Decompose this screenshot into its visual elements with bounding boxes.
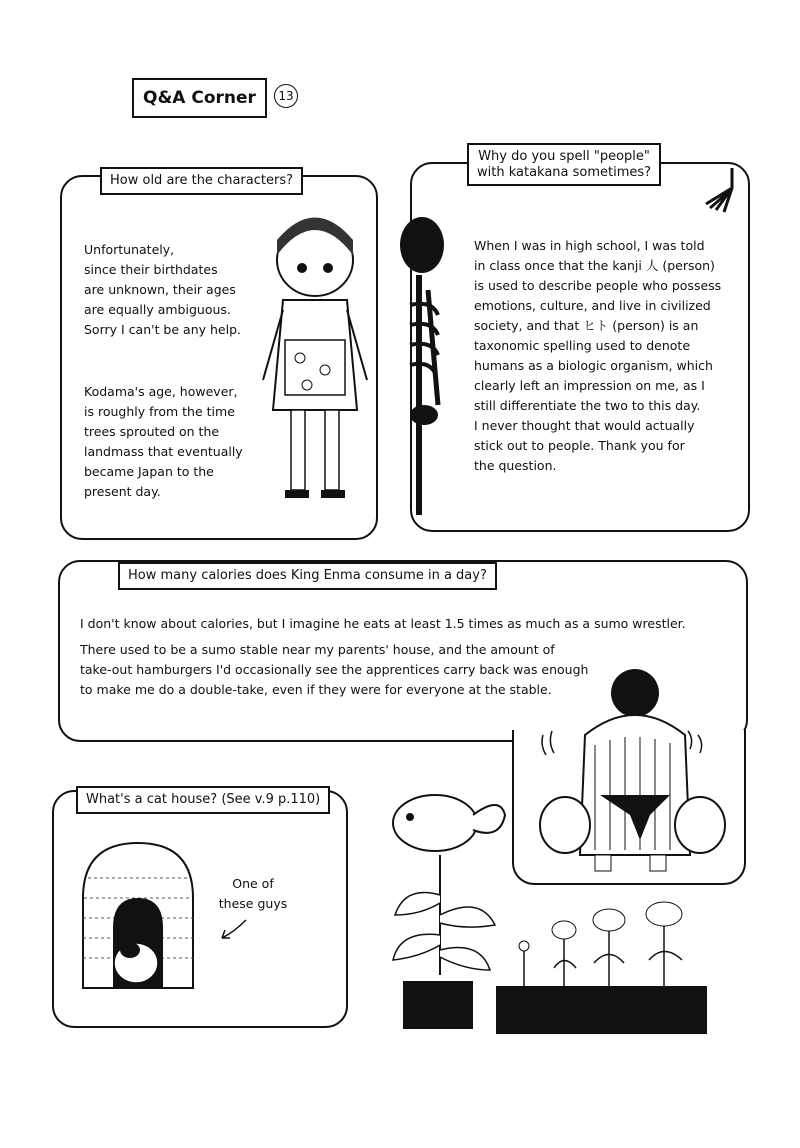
answer-text-kodama-age: Kodama's age, however, is roughly from the time trees sprouted on the landmass that eventually became Japan to the present day.: [84, 384, 243, 499]
page-title-text: Q&A Corner: [143, 88, 256, 108]
answer-text-katakana: When I was in high school, I was told in class once that the kanji 人 (person) is used to describe people who possess emotions, culture, and live in civilized society, and that ヒト (person) is an taxonomic spelling used to denote humans as a biologic organism, which clearly left an impression on me, as I still differentiate the two to this day. I never thought that would actually stick out to people. Thank you for the question.: [474, 238, 722, 473]
question-label-calories: How many calories does King Enma consume in a day?: [118, 562, 497, 590]
skeleton-illustration: [408, 215, 450, 530]
cat-house-annotation: One of these guys: [218, 876, 288, 911]
motion-lines: [538, 725, 708, 765]
page-number-badge: 13: [274, 84, 298, 108]
answer-text-sumo-stable: There used to be a sumo stable near my parents' house, and the amount of take-out hamburgers I'd occasionally see the apprentices carry back was enough to make me do a double-take, even if they were for everyone at the stable.: [80, 642, 589, 697]
answer-text-calories: I don't know about calories, but I imagine he eats at least 1.5 times as much as a sumo wrestler.: [80, 616, 686, 631]
question-label-katakana: Why do you spell "people" with katakana sometimes?: [467, 143, 661, 186]
sumo-apprentice-illustration: [540, 665, 725, 880]
kodama-illustration: [255, 210, 375, 505]
goldfish-plant-tall-illustration: [385, 785, 510, 1035]
cat-house-illustration: [78, 838, 198, 993]
question-label-cat-house: What's a cat house? (See v.9 p.110): [76, 786, 330, 814]
arrow-icon: [218, 918, 248, 942]
page-title: [132, 78, 267, 118]
skeleton-hand-illustration: [702, 168, 742, 213]
answer-text-ages: Unfortunately, since their birthdates are unknown, their ages are equally ambiguous. Sorry I can't be any help.: [84, 242, 241, 337]
goldfish-plant-row-illustration: [494, 898, 709, 1036]
question-label-ages: How old are the characters?: [100, 167, 303, 195]
